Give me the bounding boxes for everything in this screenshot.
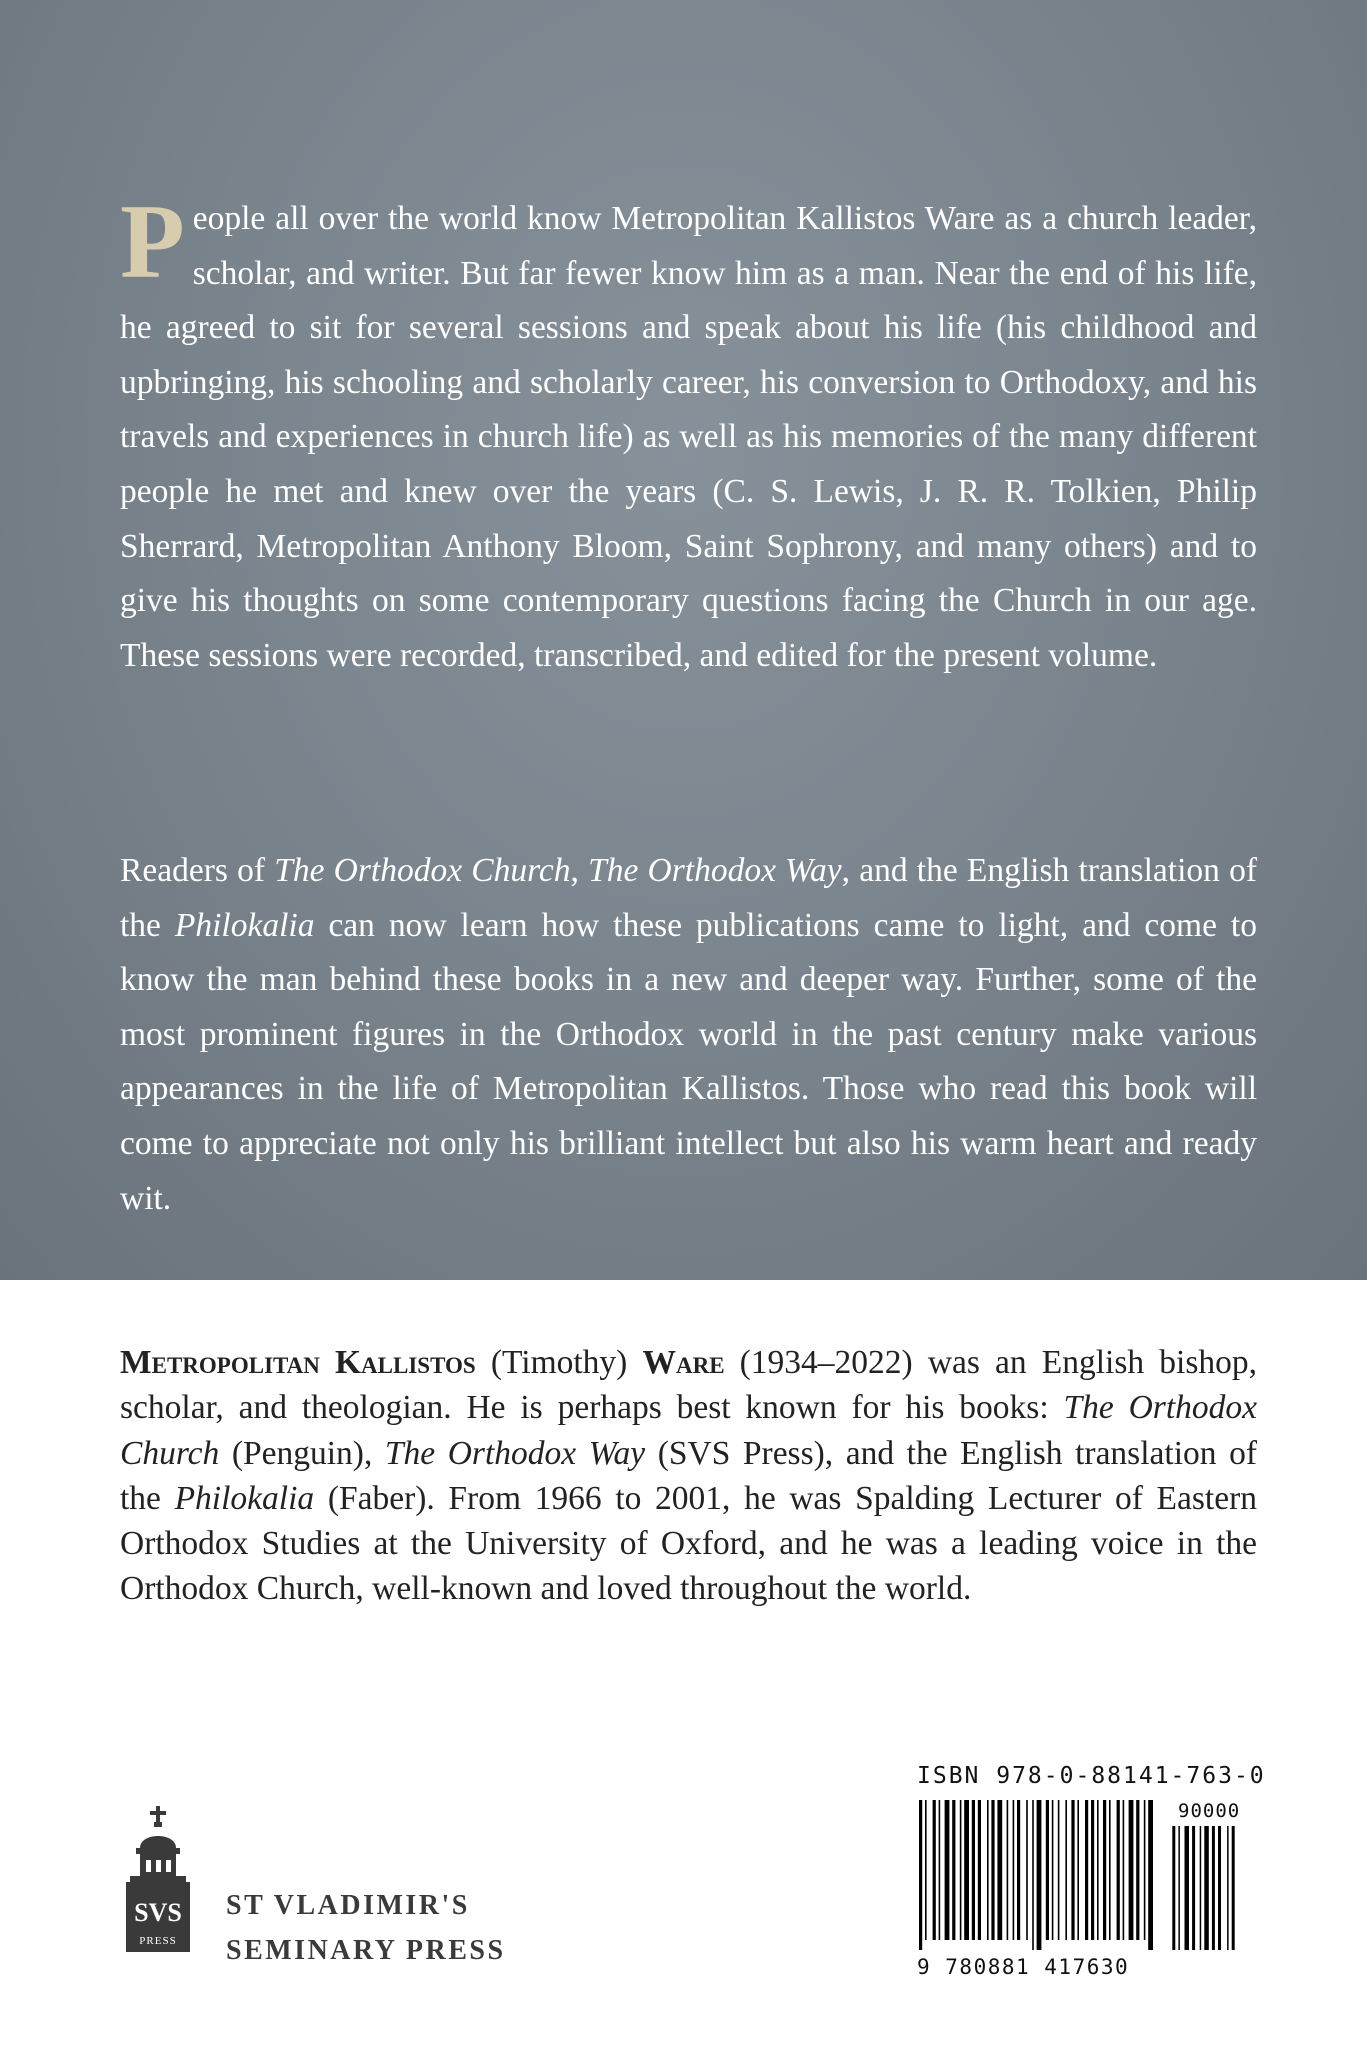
publisher-line-1: ST VLADIMIR'S [226,1890,470,1921]
text-run: , [570,852,589,889]
barcode-bar [1013,1800,1015,1940]
book-title: The Orthodox Church [120,1389,1258,1472]
text-run: (1934–2022) was an English bishop, scholar, and theologian. He is perhaps best known for his books: [120,1344,1257,1427]
barcode-addon-bar [1227,1826,1229,1950]
text-run: Readers of [120,852,275,889]
barcode-bar [1085,1800,1088,1940]
barcode-bar [919,1800,922,1950]
drop-cap: P [120,183,185,300]
barcode-bar [1071,1800,1074,1940]
author-name: Metropolitan Kallistos [120,1344,476,1381]
book-title: The Orthodox Church [274,852,571,889]
barcode-addon-bar [1204,1826,1209,1950]
barcode-bar [1144,1800,1146,1940]
barcode-bar [978,1800,981,1940]
barcode-bar [945,1800,950,1940]
barcode-bar [1097,1800,1099,1940]
text-run: (Penguin), [219,1434,385,1472]
book-title: The Orthodox Way [588,852,842,889]
barcode-addon-bar [1232,1826,1235,1950]
barcode-bar [1123,1800,1125,1940]
barcode-addon-bar [1212,1826,1215,1950]
barcode-bar [964,1800,969,1940]
barcode-bar [987,1800,989,1940]
barcode-bar [1136,1800,1139,1940]
barcode-addon-bar [1200,1826,1202,1950]
isbn-label: ISBN 978-0-88141-763-0 [917,1763,1266,1789]
barcode-bar [1091,1800,1094,1940]
blurb-paragraph-1-text: eople all over the world know Metropolitan Kallistos Ware as a church leader, scholar, and writer. But far fewer know him as a man. Near the end of his life, he agreed to sit for several sessions and speak about his life (his childhood and upbringing, his schooling and scholarly career, his conversion to Orthodoxy, and his travels and experiences in church life) as well as his memories of the many different people he met and knew over the years (C. S. Lewis, J. R. R. Tolkien, Philip Sherrard, Metropolitan Anthony Bloom, Saint Sophrony, and many others) and to give his thoughts on some contemporary questions facing the Church in our age. These sessions were recorded, transcribed, and edited for the present volume. [120,200,1257,674]
barcode-addon-bar [1178,1826,1180,1950]
barcode-addon-bar [1172,1826,1175,1950]
blurb-paragraph-2 [120,844,1257,1226]
logo-word: PRESS [139,1935,177,1947]
price-code: 90000 [1178,1800,1241,1822]
barcode-bar [939,1800,941,1940]
barcode-bar [1037,1800,1042,1950]
barcode-bar [1032,1800,1034,1950]
author-surname: Ware [642,1344,725,1381]
barcode-addon-bar [1185,1826,1190,1950]
barcode-bar [1046,1800,1049,1940]
barcode-bar [997,1800,1002,1940]
barcode-bar [1026,1800,1028,1940]
publisher-name [226,1883,506,1973]
barcode-bar [925,1800,927,1940]
barcode-bar [1007,1800,1009,1940]
barcode-bar [1109,1800,1111,1940]
text-run: can now learn how these publications came to light, and come to know the man behind these books in a new and deeper way. Further, some of the most prominent figures in the Orthodox world in the past century make various appearances in the life of Metropolitan Kallistos. Those who read this book will come to appreciate not only his brilliant intellect but also his warm heart and ready wit. [120,906,1257,1217]
barcode-bar [933,1800,936,1940]
barcode-bar [1065,1800,1067,1940]
barcode-bar [972,1800,975,1940]
barcode-bar [1017,1800,1020,1940]
text-run: (SVS Press), and the English translation of the [120,1434,1257,1517]
svs-press-logo [112,1806,204,1954]
publisher-line-2: SEMINARY PRESS [226,1935,506,1966]
book-title: Philokalia [174,1479,315,1517]
book-title: The Orthodox Way [384,1434,646,1472]
barcode-bar [1058,1800,1060,1940]
barcode-bar [1148,1800,1153,1950]
text-run: (Faber). From 1966 to 2001, he was Spalding Lecturer of Eastern Orthodox Studies at the University of Oxford, and he was a leading voice in the Orthodox Church, well-known and loved throughout the world. [120,1479,1257,1608]
book-title: Philokalia [174,906,315,944]
barcode-bar [1052,1800,1054,1940]
barcode-bar [1129,1800,1134,1940]
barcode-bar [991,1800,994,1940]
logo-letters: SVS [134,1898,182,1927]
barcode [917,1800,1237,1950]
barcode-addon-bar [1192,1826,1195,1950]
text-run: , and the English translation of the [120,852,1257,944]
barcode-bar [1077,1800,1079,1940]
author-bio [120,1340,1257,1612]
barcode-addon-bar [1218,1826,1221,1950]
barcode-bar [952,1800,955,1940]
barcode-bar [960,1800,962,1940]
text-run: (Timothy) [475,1344,643,1381]
barcode-bar [1117,1800,1120,1940]
blurb-paragraph-1 [120,183,1257,683]
church-dome-icon [126,1806,190,1952]
barcode-digits: 9 780881 417630 [917,1955,1130,1979]
barcode-bar [1103,1800,1106,1940]
